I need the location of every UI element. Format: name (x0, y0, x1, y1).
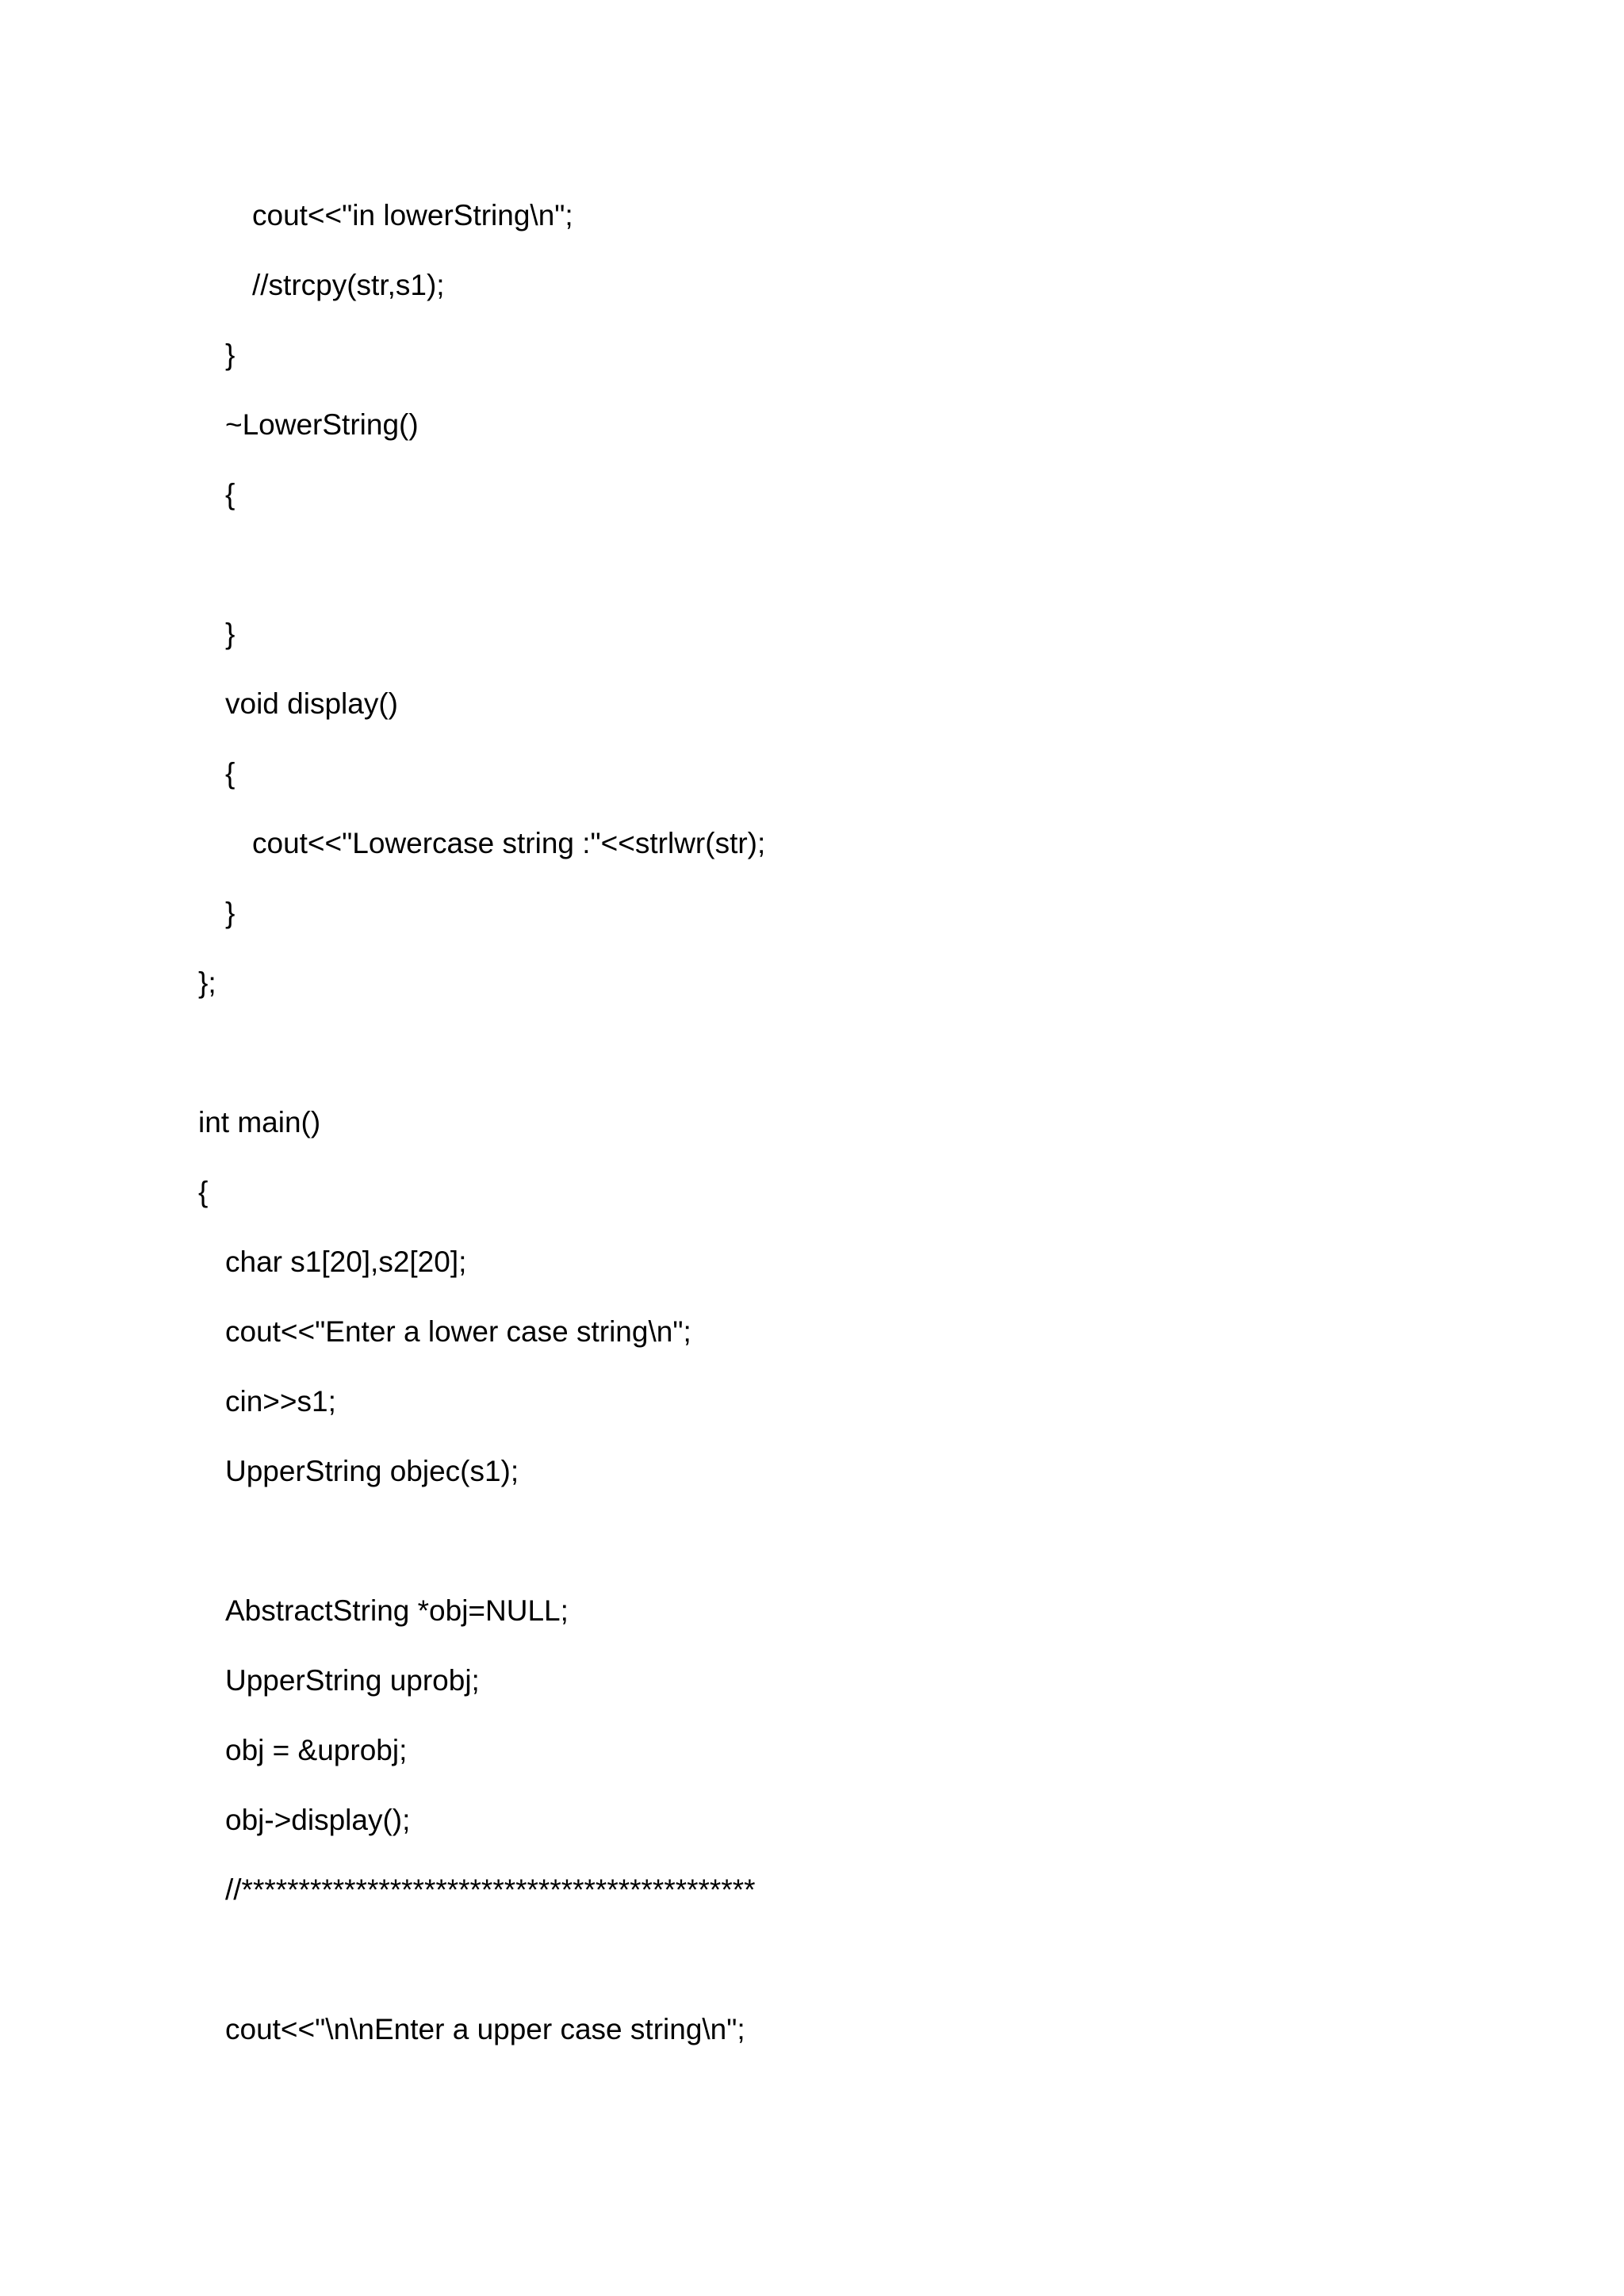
code-line: //********************************************* (225, 1873, 756, 1906)
code-line: UpperString objec(s1); (225, 1455, 519, 1487)
code-line: cin>>s1; (225, 1385, 336, 1418)
code-line: }; (198, 966, 216, 999)
code-line: { (198, 1176, 209, 1208)
code-line: } (225, 339, 236, 371)
code-line: //strcpy(str,s1); (252, 269, 445, 301)
code-line: obj->display(); (225, 1804, 411, 1836)
code-line: AbstractString *obj=NULL; (225, 1594, 569, 1627)
code-line: int main() (198, 1106, 321, 1138)
code-line: void display() (225, 687, 398, 720)
code-line: } (225, 618, 236, 650)
code-line: cout<<"\n\nEnter a upper case string\n"; (225, 2013, 745, 2045)
code-line: cout<<"Enter a lower case string\n"; (225, 1315, 691, 1348)
code-line: { (225, 478, 236, 511)
code-line: cout<<"Lowercase string :"<<strlwr(str); (252, 827, 766, 859)
code-line: ~LowerString() (225, 408, 419, 441)
code-line: obj = &uprobj; (225, 1734, 408, 1766)
code-line: cout<<"in lowerString\n"; (252, 199, 573, 232)
code-line: } (225, 897, 236, 929)
code-line: UpperString uprobj; (225, 1664, 480, 1697)
code-line: { (225, 757, 236, 790)
code-line: char s1[20],s2[20]; (225, 1246, 467, 1278)
